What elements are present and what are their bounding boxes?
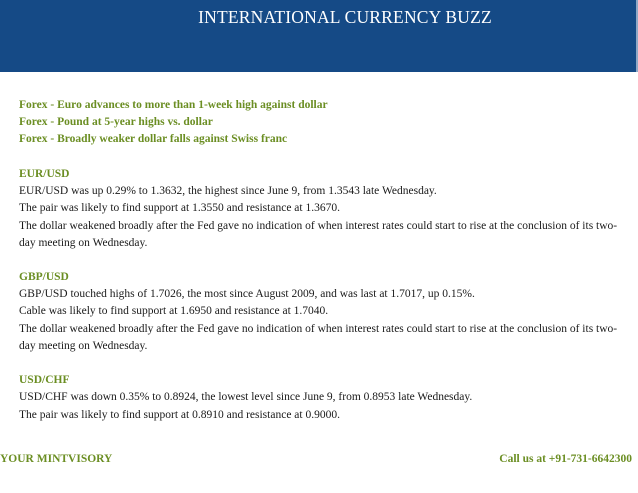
section-title-usdchf: USD/CHF — [19, 374, 70, 387]
headline-swiss-franc[interactable]: Forex - Broadly weaker dollar falls against Swiss franc — [19, 133, 288, 145]
article-content — [19, 97, 629, 424]
headline-euro[interactable]: Forex - Euro advances to more than 1-week high against dollar — [19, 99, 328, 111]
page-title: INTERNATIONAL CURRENCY BUZZ — [198, 7, 492, 27]
footer-contact[interactable]: Call us at +91-731-6642300 — [499, 453, 632, 465]
gbpusd-paragraph-3: The dollar weakened broadly after the Fed gave no indication of when interest rates could start to rise at the conclusion of its two-day meeting on Wednesday. — [19, 322, 618, 353]
section-title-gbpusd: GBP/USD — [19, 271, 69, 284]
section-title-eurusd: EUR/USD — [19, 168, 70, 180]
header-banner — [0, 0, 638, 72]
headline-pound[interactable]: Forex - Pound at 5-year highs vs. dollar — [19, 116, 213, 128]
usdchf-paragraph-1: USD/CHF was down 0.35% to 0.8924, the lowest level since June 9, from 0.8953 late Wednesday. — [19, 391, 473, 404]
gbpusd-paragraph-2: Cable was likely to find support at 1.6950 and resistance at 1.7040. — [19, 305, 329, 318]
eurusd-paragraph-2: The pair was likely to find support at 1.3550 and resistance at 1.3670. — [19, 202, 340, 215]
eurusd-paragraph-1: EUR/USD was up 0.29% to 1.3632, the highest since June 9, from 1.3543 late Wednesday. — [19, 185, 437, 197]
eurusd-paragraph-3: The dollar weakened broadly after the Fed gave no indication of when interest rates could start to rise at the conclusion of its two-day meeting on Wednesday. — [19, 219, 618, 249]
gbpusd-paragraph-1: GBP/USD touched highs of 1.7026, the most since August 2009, and was last at 1.7017, up 0.15%. — [19, 288, 475, 301]
usdchf-paragraph-2: The pair was likely to find support at 0.8910 and resistance at 0.9000. — [19, 408, 340, 421]
footer-brand: YOUR MINTVISORY — [0, 453, 113, 465]
